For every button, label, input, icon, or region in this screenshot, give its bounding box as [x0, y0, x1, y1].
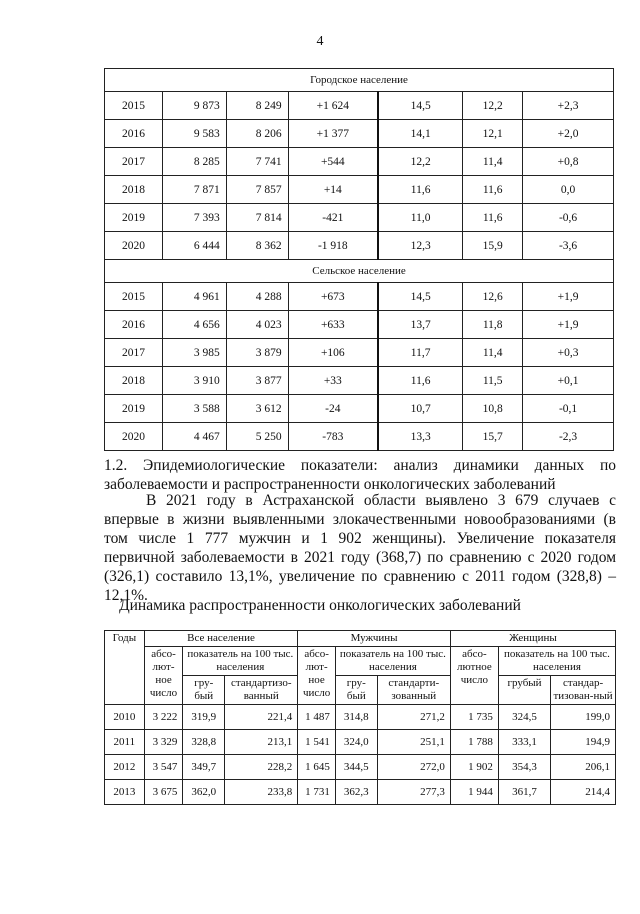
- table-row: [105, 780, 616, 805]
- table-cell: +106: [288, 339, 378, 367]
- table-cell: 11,4: [463, 339, 523, 367]
- header-crude-all: гру-бый: [183, 676, 225, 705]
- table-cell: 228,2: [225, 755, 298, 780]
- table-row: [105, 367, 614, 395]
- table-cell: -3,6: [523, 232, 614, 260]
- table-cell: +2,0: [523, 120, 614, 148]
- table-cell: 233,8: [225, 780, 298, 805]
- table-cell: 214,4: [551, 780, 616, 805]
- table-cell: 2016: [105, 120, 163, 148]
- table-cell: 4 656: [162, 311, 226, 339]
- table-cell: 10,7: [378, 395, 463, 423]
- table-cell: 12,1: [463, 120, 523, 148]
- header-per100k-women: показатель на 100 тыс. населения: [498, 647, 615, 676]
- table-cell: +0,1: [523, 367, 614, 395]
- table-cell: 3 910: [162, 367, 226, 395]
- table-cell: 12,2: [463, 92, 523, 120]
- table-row: [105, 311, 614, 339]
- table-cell: 9 583: [162, 120, 226, 148]
- table-row: [105, 339, 614, 367]
- header-women: Женщины: [450, 631, 615, 647]
- table-cell: 8 362: [226, 232, 288, 260]
- header-absolute-all: абсо-лют-ное число: [144, 647, 183, 705]
- table-cell: 9 873: [162, 92, 226, 120]
- table-cell: 1 541: [298, 730, 336, 755]
- table-cell: 2013: [105, 780, 145, 805]
- table-cell: 2019: [105, 204, 163, 232]
- table-cell: 2017: [105, 339, 163, 367]
- section-header-row: [105, 69, 614, 92]
- table-cell: 354,3: [498, 755, 550, 780]
- table-cell: 0,0: [523, 176, 614, 204]
- table-cell: 13,7: [378, 311, 463, 339]
- header-absolute-men: абсо-лют-ное число: [298, 647, 336, 705]
- table-row: [105, 705, 616, 730]
- table-cell: 5 250: [226, 423, 288, 451]
- table-cell: 4 961: [162, 283, 226, 311]
- table-cell: +1,9: [523, 283, 614, 311]
- header-crude-women: грубый: [498, 676, 550, 705]
- table-cell: 4 467: [162, 423, 226, 451]
- table-cell: 11,8: [463, 311, 523, 339]
- table-cell: 362,0: [183, 780, 225, 805]
- table-cell: 11,4: [463, 148, 523, 176]
- table-cell: -1 918: [288, 232, 378, 260]
- table-cell: 349,7: [183, 755, 225, 780]
- table-cell: 272,0: [377, 755, 450, 780]
- header-all-population: Все население: [144, 631, 298, 647]
- cancer-prevalence-table: [104, 630, 616, 805]
- table-cell: 361,7: [498, 780, 550, 805]
- table-cell: 11,7: [378, 339, 463, 367]
- table-cell: 213,1: [225, 730, 298, 755]
- table-row: [105, 232, 614, 260]
- table-cell: +544: [288, 148, 378, 176]
- table-cell: 344,5: [335, 755, 377, 780]
- table-row: [105, 204, 614, 232]
- table-cell: 11,5: [463, 367, 523, 395]
- table-cell: +0,3: [523, 339, 614, 367]
- table-cell: 14,5: [378, 283, 463, 311]
- table-row: [105, 395, 614, 423]
- header-absolute-women: абсо-лютное число: [450, 647, 498, 705]
- table-cell: -0,6: [523, 204, 614, 232]
- table-cell: 2018: [105, 367, 163, 395]
- table-cell: 314,8: [335, 705, 377, 730]
- table-cell: 2019: [105, 395, 163, 423]
- table-cell: 1 645: [298, 755, 336, 780]
- table-row: [105, 120, 614, 148]
- table-cell: -421: [288, 204, 378, 232]
- table-cell: -0,1: [523, 395, 614, 423]
- table-cell: 3 329: [144, 730, 183, 755]
- table-row: [105, 176, 614, 204]
- table-cell: 4 023: [226, 311, 288, 339]
- table-cell: 15,7: [463, 423, 523, 451]
- table-cell: 7 871: [162, 176, 226, 204]
- table-cell: 2020: [105, 232, 163, 260]
- table-cell: 8 206: [226, 120, 288, 148]
- table-cell: +2,3: [523, 92, 614, 120]
- table-cell: 362,3: [335, 780, 377, 805]
- table-cell: 10,8: [463, 395, 523, 423]
- table-cell: 11,6: [463, 176, 523, 204]
- table-title: Динамика распространенности онкологических заболеваний: [119, 597, 521, 614]
- table-cell: 2010: [105, 705, 145, 730]
- table-cell: +1 624: [288, 92, 378, 120]
- page-number: 4: [316, 34, 324, 49]
- table-cell: 11,6: [378, 367, 463, 395]
- table-cell: 8 285: [162, 148, 226, 176]
- table-cell: +33: [288, 367, 378, 395]
- table-cell: 8 249: [226, 92, 288, 120]
- table-cell: 11,0: [378, 204, 463, 232]
- table-cell: 14,5: [378, 92, 463, 120]
- table-cell: +14: [288, 176, 378, 204]
- table-cell: 15,9: [463, 232, 523, 260]
- table-cell: 2017: [105, 148, 163, 176]
- table-cell: +1 377: [288, 120, 378, 148]
- table-row: [105, 283, 614, 311]
- table-cell: 12,6: [463, 283, 523, 311]
- table-cell: 7 741: [226, 148, 288, 176]
- table-cell: 3 877: [226, 367, 288, 395]
- table-cell: 1 788: [450, 730, 498, 755]
- table-cell: 11,6: [378, 176, 463, 204]
- table-cell: 324,5: [498, 705, 550, 730]
- table-cell: 3 675: [144, 780, 183, 805]
- table-cell: 4 288: [226, 283, 288, 311]
- table-cell: +1,9: [523, 311, 614, 339]
- table-cell: 2016: [105, 311, 163, 339]
- table-cell: 12,3: [378, 232, 463, 260]
- table-cell: -783: [288, 423, 378, 451]
- table-cell: 7 814: [226, 204, 288, 232]
- header-per100k-all: показатель на 100 тыс. населения: [183, 647, 298, 676]
- table-cell: +673: [288, 283, 378, 311]
- header-men: Мужчины: [298, 631, 451, 647]
- table-cell: 6 444: [162, 232, 226, 260]
- table-cell: 14,1: [378, 120, 463, 148]
- header-per100k-men: показатель на 100 тыс. населения: [335, 647, 450, 676]
- table-cell: 324,0: [335, 730, 377, 755]
- table-cell: 3 985: [162, 339, 226, 367]
- table-row: [105, 755, 616, 780]
- table-cell: 7 393: [162, 204, 226, 232]
- population-dynamics-table: [104, 68, 614, 451]
- table-cell: 271,2: [377, 705, 450, 730]
- section-header-row: [105, 260, 614, 283]
- header-standardized-all: стандартизо-ванный: [225, 676, 298, 705]
- table-cell: 333,1: [498, 730, 550, 755]
- header-crude-men: гру-бый: [335, 676, 377, 705]
- table-cell: 2012: [105, 755, 145, 780]
- table-row: [105, 423, 614, 451]
- table-cell: 2015: [105, 92, 163, 120]
- table-cell: 221,4: [225, 705, 298, 730]
- table-cell: -2,3: [523, 423, 614, 451]
- section-title: Сельское население: [105, 260, 614, 283]
- table-cell: 3 547: [144, 755, 183, 780]
- table-cell: 12,2: [378, 148, 463, 176]
- table-cell: 206,1: [551, 755, 616, 780]
- header-years: Годы: [105, 631, 145, 705]
- table-cell: 3 588: [162, 395, 226, 423]
- table-cell: -24: [288, 395, 378, 423]
- table-row: [105, 148, 614, 176]
- table-row: [105, 92, 614, 120]
- table-cell: +0,8: [523, 148, 614, 176]
- table-cell: 2018: [105, 176, 163, 204]
- table-row: [105, 730, 616, 755]
- section-heading: 1.2. Эпидемиологические показатели: анализ динамики данных по заболеваемости и распространенности онкологических заболеваний: [104, 457, 616, 493]
- table-cell: 7 857: [226, 176, 288, 204]
- table-cell: 1 487: [298, 705, 336, 730]
- table-cell: 199,0: [551, 705, 616, 730]
- table-cell: 1 944: [450, 780, 498, 805]
- table-cell: 1 731: [298, 780, 336, 805]
- table-cell: 3 879: [226, 339, 288, 367]
- table-cell: +633: [288, 311, 378, 339]
- table-cell: 251,1: [377, 730, 450, 755]
- table-cell: 13,3: [378, 423, 463, 451]
- section-title: Городское население: [105, 69, 614, 92]
- header-standardized-men: стандарти-зованный: [377, 676, 450, 705]
- table-cell: 319,9: [183, 705, 225, 730]
- table-cell: 328,8: [183, 730, 225, 755]
- table-cell: 194,9: [551, 730, 616, 755]
- table-cell: 1 735: [450, 705, 498, 730]
- table-cell: 2011: [105, 730, 145, 755]
- body-paragraph: В 2021 году в Астраханской области выявлено 3 679 случаев с впервые в жизни выявленными злокачественными новообразованиями (в том числе 1 777 мужчин и 1 902 женщины). Увеличение показателя первичной заболеваемости в 2021 году (368,7) по сравнению с 2020 годом (326,1) составило 13,1%, увеличение по сравнению с 2011 годом (328,8) – 12,1%.: [104, 492, 616, 604]
- header-standardized-women: стандар-тизован-ный: [551, 676, 616, 705]
- table-cell: 3 222: [144, 705, 183, 730]
- table-cell: 3 612: [226, 395, 288, 423]
- table-cell: 277,3: [377, 780, 450, 805]
- table-cell: 2020: [105, 423, 163, 451]
- table-cell: 2015: [105, 283, 163, 311]
- table-cell: 11,6: [463, 204, 523, 232]
- table-cell: 1 902: [450, 755, 498, 780]
